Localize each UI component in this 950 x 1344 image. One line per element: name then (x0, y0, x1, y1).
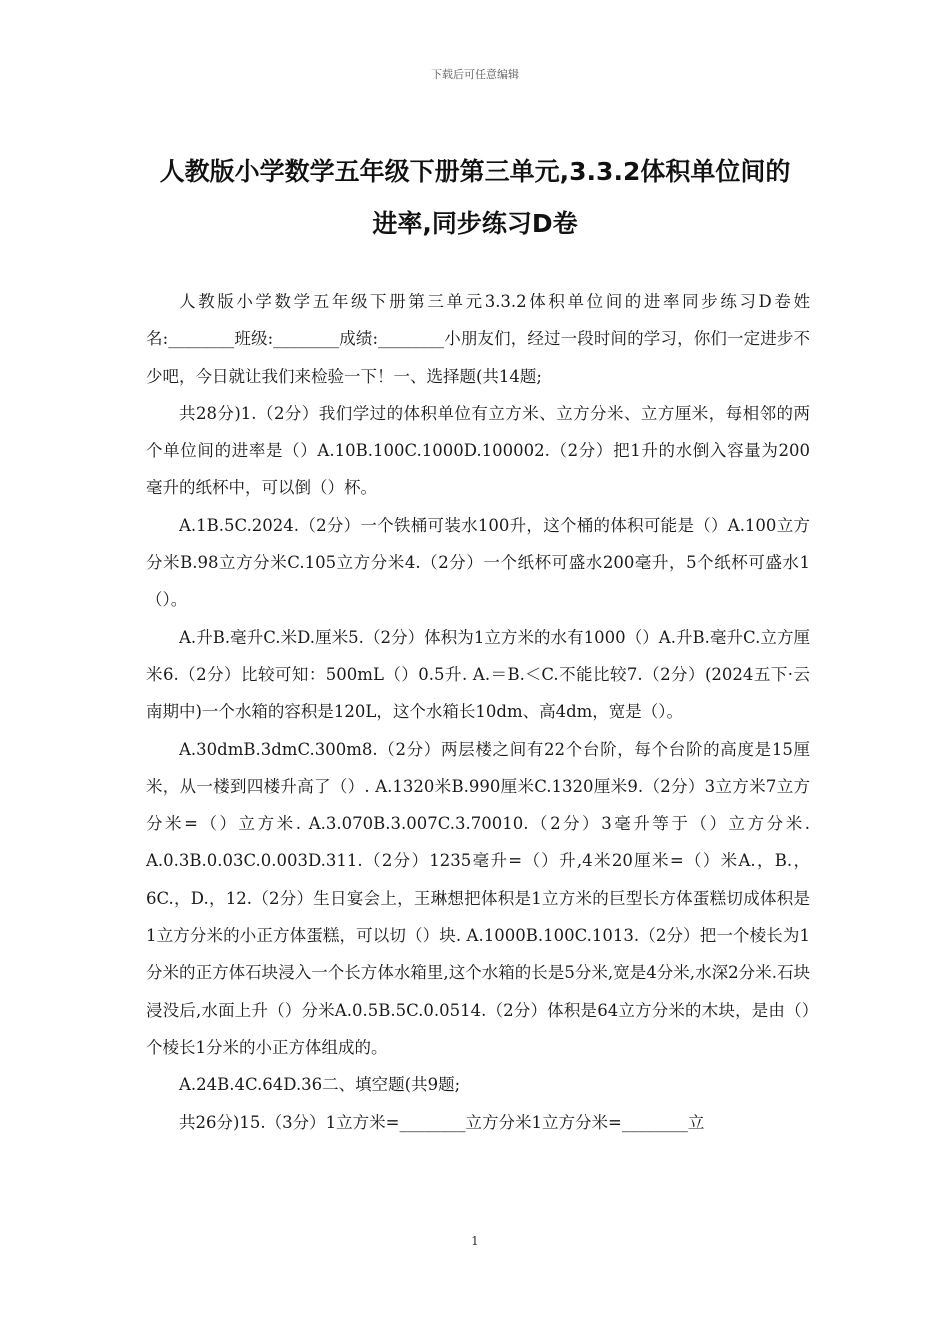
paragraph: 共26分)15.（3分）1立方米=________立方分米1立方分米=________立 (179, 1112, 705, 1132)
paragraph: A.升B.毫升C.米D.厘米5.（2分）体积为1立方米的水有1000（）A.升B.毫升C.立方厘米6.（2分）比较可知：500mL（）0.5升. A.＝B.＜C.不能比较7.（2分）(2024五下·云南期中)一个水箱的容积是120L，这个水箱长10dm、高4dm，宽是（）。 (146, 627, 810, 722)
paragraph: 共28分)1.（2分）我们学过的体积单位有立方米、立方分米、立方厘米，每相邻的两个单位间的进率是（）A.10B.100C.1000D.100002.（2分）把1升的水倒入容量为200毫升的纸杯中，可以倒（）杯。 (146, 403, 810, 498)
paragraph: A.24B.4C.64D.36二、填空题(共9题; (179, 1075, 461, 1095)
document-title (120, 146, 830, 250)
paragraph: A.30dmB.3dmC.300m8.（2分）两层楼之间有22个台阶，每个台阶的高度是15厘米，从一楼到四楼升高了（）. A.1320米B.990厘米C.1320厘米9.（2分）3立方米7立方分米=（）立方米. A.3.070B.3.007C.3.70010.（2分）3毫升等于（）立方分米. A.0.3B.0.03C.0.003D.311.（2分）1235毫升=（）升,4米20厘米=（）米A.，B.，6C.，D.，12.（2分）生日宴会上，王琳想把体积是1立方米的巨型长方体蛋糕切成体积是1立方分米的小正方体蛋糕，可以切（）块. A.1000B.100C.1013.（2分）把一个棱长为1分米的正方体石块浸入一个长方体水箱里,这个水箱的长是5分米,宽是4分米,水深2分米.石块浸没后,水面上升（）分米A.0.5B.5C.0.0514.（2分）体积是64立方分米的木块，是由（）个棱长1分米的小正方体组成的。 (146, 739, 810, 1057)
paragraph: A.1B.5C.2024.（2分）一个铁桶可装水100升，这个桶的体积可能是（）A.100立方分米B.98立方分米C.105立方分米4.（2分）一个纸杯可盛水200毫升，5个纸杯可盛水1（）。 (146, 515, 810, 610)
header-note: 下载后可任意编辑 (431, 68, 519, 81)
document-body (146, 283, 810, 1141)
paragraph: 人教版小学数学五年级下册第三单元3.3.2体积单位间的进率同步练习D卷姓名:________班级:________成绩:________小朋友们，经过一段时间的学习，你们一定进步不少吧，今日就让我们来检验一下！一、选择题(共14题; (146, 292, 810, 386)
title-line-2: 进率,同步练习D卷 (372, 209, 578, 238)
page-number: 1 (471, 1234, 479, 1248)
title-line-1: 人教版小学数学五年级下册第三单元,3.3.2体积单位间的 (159, 157, 791, 186)
